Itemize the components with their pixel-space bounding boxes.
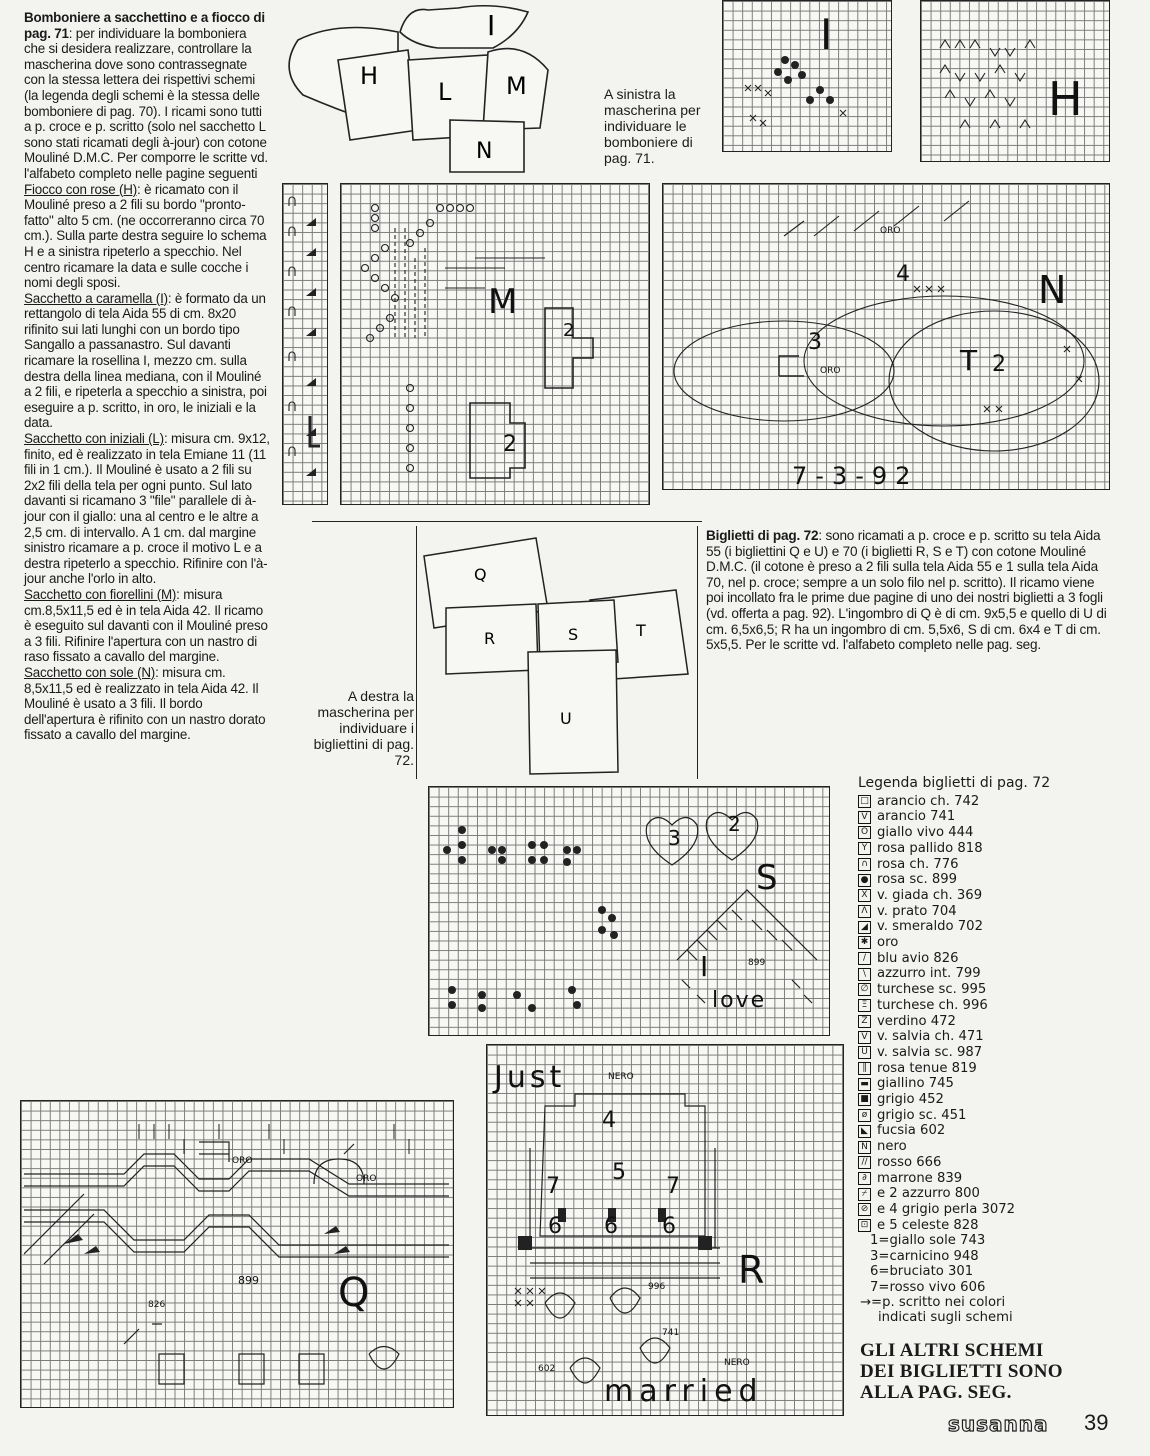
legend-label: rosa pallido 818: [877, 840, 983, 856]
legend-label: e 4 grigio perla 3072: [877, 1201, 1016, 1217]
chart-r-married: married: [604, 1374, 764, 1409]
legend-item: [858, 1108, 1138, 1124]
chart-m-number: 2: [563, 320, 575, 341]
magazine-brand: susanna: [948, 1412, 1049, 1436]
legend-item: [858, 888, 1138, 904]
chart-m-stitches: [345, 188, 645, 498]
cards-mask-letter-u: U: [560, 709, 572, 728]
legend-item: [858, 998, 1138, 1014]
legend-symbol-icon: ⊡: [858, 1219, 871, 1232]
cards-mask-letter-r: R: [484, 629, 496, 648]
paragraph-sole: [24, 665, 270, 743]
legend-label: rosso 666: [877, 1154, 942, 1170]
chart-h-stitches: [930, 18, 1060, 148]
legend-label: turchese ch. 996: [877, 997, 988, 1013]
legend-items: [858, 794, 1138, 1234]
chart-r-number: 7: [666, 1174, 680, 1199]
legend-item: [858, 1045, 1138, 1061]
chart-n-date: 7-3-92: [792, 462, 919, 490]
legend-label: v. salvia ch. 471: [877, 1029, 984, 1045]
chart-r-number: 4: [602, 1108, 616, 1133]
chart-h-letter: H: [1048, 72, 1083, 126]
legend-symbol-icon: Ξ: [858, 999, 871, 1012]
legend-extra-line: 6=bruciato 301: [870, 1264, 974, 1280]
paragraph-body: : per individuare la bomboniera che si desidera realizzare, controllare la mascherina dove sono contrassegnate con la stessa lettera dei rispettivi schemi (la legenda degli schemi è la stessa delle bomboniere di pag. 70). I ricami sono tutti a p. croce e p. scritto (solo nel sacchetto L sono stati ricamati degli à-jour) con cotone Mouliné D.M.C. Per comporre le scritte vd. l'alfabeto completo nelle pagine seguenti: [24, 25, 268, 181]
chart-i-stitches: [740, 30, 860, 150]
chart-r-thread-label: 996: [648, 1282, 666, 1292]
paragraph-body: : è formato da un rettangolo di tela Aida 55 di cm. 8x20 rifinito sui lati lunghi con un bordo tipo Sangallo a passanastro. Sul davanti ricamare la rosellina I, mezzo cm. sulla destra della linea mediana, con il Mouliné a 2 fili, e ripeterla a specchio a sinistra, poi eseguire a p. scritto, in oro, le iniziali e la data.: [24, 290, 267, 431]
legend-symbol-icon: X: [858, 889, 871, 902]
legend-extra-line: 7=rosso vivo 606: [870, 1279, 986, 1295]
paragraph-title: Bomboniere a sacchettino e a fiocco di pag. 71: [24, 10, 265, 41]
legend-item: [858, 825, 1138, 841]
legend-symbol-icon: O: [858, 826, 871, 839]
chart-r-thread-label: 602: [538, 1364, 556, 1374]
paragraph-fiorellini: [24, 587, 270, 665]
chart-q-thread-label: 826: [148, 1300, 166, 1310]
legend-item: [858, 1155, 1138, 1171]
cards-mask-letter-q: Q: [474, 565, 487, 584]
paragraph-title: Sacchetto con iniziali (L): [24, 431, 164, 447]
legend-label: v. smeraldo 702: [877, 919, 983, 935]
paragraph-fiocco: [24, 182, 270, 291]
chart-q-oro-label: ORO: [232, 1156, 253, 1166]
chart-r-thread-label: NERO: [608, 1072, 634, 1082]
legend-item: [858, 1061, 1138, 1077]
chart-n-number: 2: [992, 352, 1006, 377]
card-u: [528, 650, 618, 774]
legend-label: rosa ch. 776: [877, 856, 959, 872]
section-divider: [312, 521, 702, 522]
legend-symbol-icon: N: [858, 1141, 871, 1154]
chart-q-oro-label: ORO: [356, 1174, 377, 1184]
legend-item: [858, 966, 1138, 982]
more-charts-notice: [860, 1340, 1120, 1403]
chart-n-number: 3: [808, 330, 822, 355]
cards-mask-drawing: [418, 528, 694, 778]
legend-symbol-icon: U: [858, 1046, 871, 1059]
legend-item: [858, 935, 1138, 951]
legend-label: azzurro int. 799: [877, 966, 981, 982]
legend-item: [858, 1186, 1138, 1202]
legend-symbol-icon: /: [858, 952, 871, 965]
chart-n-letter-t: T: [960, 344, 978, 377]
legend-label: giallo vivo 444: [877, 825, 974, 841]
legend: [858, 776, 1138, 1326]
legend-item: [858, 1029, 1138, 1045]
legend-symbol-icon: □: [858, 795, 871, 808]
legend-symbol-icon: ◢: [858, 921, 871, 934]
chart-r-thread-label: NERO: [724, 1358, 750, 1368]
legend-symbol-icon: ∅: [858, 983, 871, 996]
paragraph-title: Sacchetto a caramella (I): [24, 290, 168, 306]
legend-label: v. salvia sc. 987: [877, 1044, 983, 1060]
legend-symbol-icon: Λ: [858, 905, 871, 918]
legend-item: [858, 951, 1138, 967]
chart-n-oro-label: ORO: [820, 366, 841, 376]
legend-item: [858, 1092, 1138, 1108]
chart-q-stitches: [24, 1104, 450, 1404]
chart-r-number: 6: [604, 1214, 618, 1239]
left-text-column: [24, 10, 270, 743]
chart-n-number: 4: [896, 262, 910, 287]
legend-label: e 2 azzurro 800: [877, 1186, 980, 1202]
legend-item: [858, 1171, 1138, 1187]
chart-s-thread-label: 899: [748, 958, 766, 968]
bow-top: [400, 6, 528, 48]
cards-mask-letter-t: T: [636, 621, 646, 640]
notice-line: GLI ALTRI SCHEMI: [860, 1340, 1044, 1361]
legend-symbol-icon: ●: [858, 874, 871, 887]
legend-label: e 5 celeste 828: [877, 1217, 979, 1233]
legend-symbol-icon: V: [858, 1031, 871, 1044]
legend-symbol-icon: ▬: [858, 1078, 871, 1091]
chart-m-letter: M: [488, 282, 518, 322]
chart-i-letter: I: [820, 10, 833, 59]
mask-letter-l: L: [438, 78, 452, 106]
legend-item: [858, 1014, 1138, 1030]
mask-letter-h: H: [360, 62, 379, 90]
chart-q-thread-label: 899: [238, 1274, 259, 1287]
legend-symbol-icon: ◣: [858, 1125, 871, 1138]
chart-r-number: 5: [612, 1160, 626, 1185]
chart-r-letter: R: [738, 1248, 765, 1292]
chart-r-just: Just: [494, 1060, 566, 1095]
chart-r-number: 7: [546, 1174, 560, 1199]
notice-line: ALLA PAG. SEG.: [860, 1382, 1012, 1403]
legend-symbol-icon: ∩: [858, 858, 871, 871]
legend-extra-line: indicati sugli schemi: [878, 1310, 1013, 1326]
legend-label: oro: [877, 935, 899, 951]
chart-s-love: love: [712, 988, 767, 1013]
legend-symbol-icon: ∂: [858, 1172, 871, 1185]
chart-l-stitches: [284, 186, 326, 501]
bomboniere-mask-drawing: [278, 0, 608, 175]
chart-s-number: 3: [668, 826, 681, 850]
legend-symbol-icon: V: [858, 811, 871, 824]
legend-label: arancio ch. 742: [877, 793, 980, 809]
legend-item: [858, 1076, 1138, 1092]
paragraph-body: : misura cm.8,5x11,5 ed è in tela Aida 42. Il ricamo è eseguito sul davanti con il Mouliné preso a 3 fili. Rifinire l'apertura con un nastro di raso fissato a cavallo del margine.: [24, 586, 268, 665]
cards-mask-letter-s: S: [568, 625, 579, 644]
legend-item: [858, 904, 1138, 920]
chart-r-number: 6: [662, 1214, 676, 1239]
chart-q-letter: Q: [338, 1270, 370, 1316]
legend-label: v. giada ch. 369: [877, 887, 983, 903]
legend-label: rosa tenue 819: [877, 1060, 977, 1076]
top-mask-caption: A sinistra la mascherina per individuare le bomboniere di pag. 71.: [604, 86, 701, 166]
legend-extra: [860, 1233, 1138, 1326]
legend-symbol-icon: Z: [858, 1015, 871, 1028]
legend-label: nero: [877, 1139, 907, 1155]
legend-item: [858, 1202, 1138, 1218]
legend-label: verdino 472: [877, 1013, 956, 1029]
legend-symbol-icon: ✱: [858, 936, 871, 949]
cards-mask-caption: A destra la mascherina per individuare i bigliettini di pag. 72.: [313, 688, 414, 768]
chart-n-letter: N: [1038, 268, 1067, 312]
legend-item: [858, 919, 1138, 935]
legend-symbol-icon: Y: [858, 842, 871, 855]
legend-symbol-icon: \: [858, 968, 871, 981]
paragraph-body: : misura cm. 9x12, finito, ed è realizzato in tela Emiane 11 (11 fili in 1 cm.). Il Mouliné è usato a 2 fili su 2x2 fili della tela per ogni punto. Sul lato davanti si ricamano 3 "file" parallele di à-jour con il giallo: una al centro e le altre a 2,5 cm. di intervallo. A 1 cm. dal margine sinistro ricamare a p. croce il motivo L e a destra ripeterlo a specchio. Rifinire con l'à-jour anche l'orlo in alto.: [24, 431, 270, 587]
mask-letter-m: M: [506, 72, 527, 100]
legend-extra-line: →=p. scritto nei colori: [860, 1295, 1006, 1311]
legend-item: [858, 1123, 1138, 1139]
legend-label: v. prato 704: [877, 903, 957, 919]
legend-label: fucsia 602: [877, 1123, 946, 1139]
biglietti-description: [706, 528, 1108, 653]
paragraph-body: : misura cm. 8,5x11,5 ed è realizzato in tela Aida 42. Il Mouliné è usato a 3 fili. Il bordo dell'apertura è rifinito con un nastro dorato fissato a cavallo del margine.: [24, 664, 266, 743]
chart-s-letter: S: [756, 858, 778, 898]
legend-item: [858, 857, 1138, 873]
legend-item: [858, 841, 1138, 857]
paragraph-iniziali: [24, 431, 270, 587]
legend-extra-line: 3=carnicino 948: [870, 1248, 979, 1264]
legend-item: [858, 1139, 1138, 1155]
paragraph-title: Sacchetto con fiorellini (M): [24, 586, 177, 602]
legend-item: [858, 1218, 1138, 1234]
mask-letter-i: I: [487, 9, 496, 42]
legend-label: grigio sc. 451: [877, 1107, 967, 1123]
paragraph-caramella: [24, 291, 270, 431]
legend-label: turchese sc. 995: [877, 982, 987, 998]
legend-symbol-icon: ■: [858, 1093, 871, 1106]
legend-symbol-icon: ∥: [858, 1062, 871, 1075]
chart-s-number: 2: [728, 812, 741, 836]
legend-symbol-icon: ø: [858, 1109, 871, 1122]
biglietti-title: Biglietti di pag. 72: [706, 528, 819, 543]
legend-label: blu avio 826: [877, 950, 959, 966]
paragraph-title: Sacchetto con sole (N): [24, 664, 156, 680]
chart-n-oro-label: ORO: [880, 226, 901, 236]
legend-label: giallino 745: [877, 1076, 954, 1092]
legend-item: [858, 872, 1138, 888]
biglietti-body: : sono ricamati a p. croce e p. scritto su tela Aida 55 (i bigliettini Q e U) e 70 (i biglietti R, S e T) con cotone Mouliné D.M.C. (il cotone è preso a 2 fili sulla tela Aida 55 e 1 sulla tela Aida 70, nel p. croce; sempre a un solo filo nel p. scritto). Il ricamo viene poi incollato fra le prime due pagine di uno dei nostri biglietti a 3 fogli (vd. offerta a pag. 92). L'ingombro di Q è di cm. 9x5,5 e quello di U di cm. 6,5x6,5; R ha un ingombro di cm. 5,5x6, S di cm. 6x4 e T di cm. 5x5,5. Per le scritte vd. l'alfabeto completo nelle pag. seg.: [706, 528, 1107, 653]
chart-m-number: 2: [503, 432, 517, 457]
paragraph-bomboniere: [24, 10, 270, 182]
legend-label: marrone 839: [877, 1170, 963, 1186]
legend-extra-line: 1=giallo sole 743: [870, 1233, 986, 1249]
legend-label: rosa sc. 899: [877, 872, 958, 888]
legend-title: Legenda biglietti di pag. 72: [858, 775, 1051, 791]
legend-label: grigio 452: [877, 1092, 944, 1108]
legend-item: [858, 982, 1138, 998]
legend-symbol-icon: ⊘: [858, 1203, 871, 1216]
paragraph-title: Fiocco con rose (H): [24, 181, 138, 197]
chart-s-letter-i: I: [700, 950, 709, 983]
chart-r-number: 6: [548, 1214, 562, 1239]
chart-r-thread-label: 741: [662, 1328, 680, 1338]
legend-item: [858, 794, 1138, 810]
legend-label: arancio 741: [877, 809, 956, 825]
mask-letter-n: N: [476, 139, 493, 164]
legend-symbol-icon: //: [858, 1156, 871, 1169]
notice-line: DEI BIGLIETTI SONO: [860, 1361, 1063, 1382]
legend-symbol-icon: ⌿: [858, 1188, 871, 1201]
legend-item: [858, 809, 1138, 825]
chart-s-stitches: [432, 790, 826, 1030]
paragraph-body: : è ricamato con il Mouliné preso a 2 fili su bordo "pronto-fatto" alto 5 cm. (ne occorreranno circa 70 cm.). Sulla parte destra seguire lo schema H e a sinistra ripeterlo a specchio. Nel centro ricamare la data e sulle cocche i nomi degli sposi.: [24, 181, 267, 291]
page-number: 39: [1084, 1410, 1109, 1435]
